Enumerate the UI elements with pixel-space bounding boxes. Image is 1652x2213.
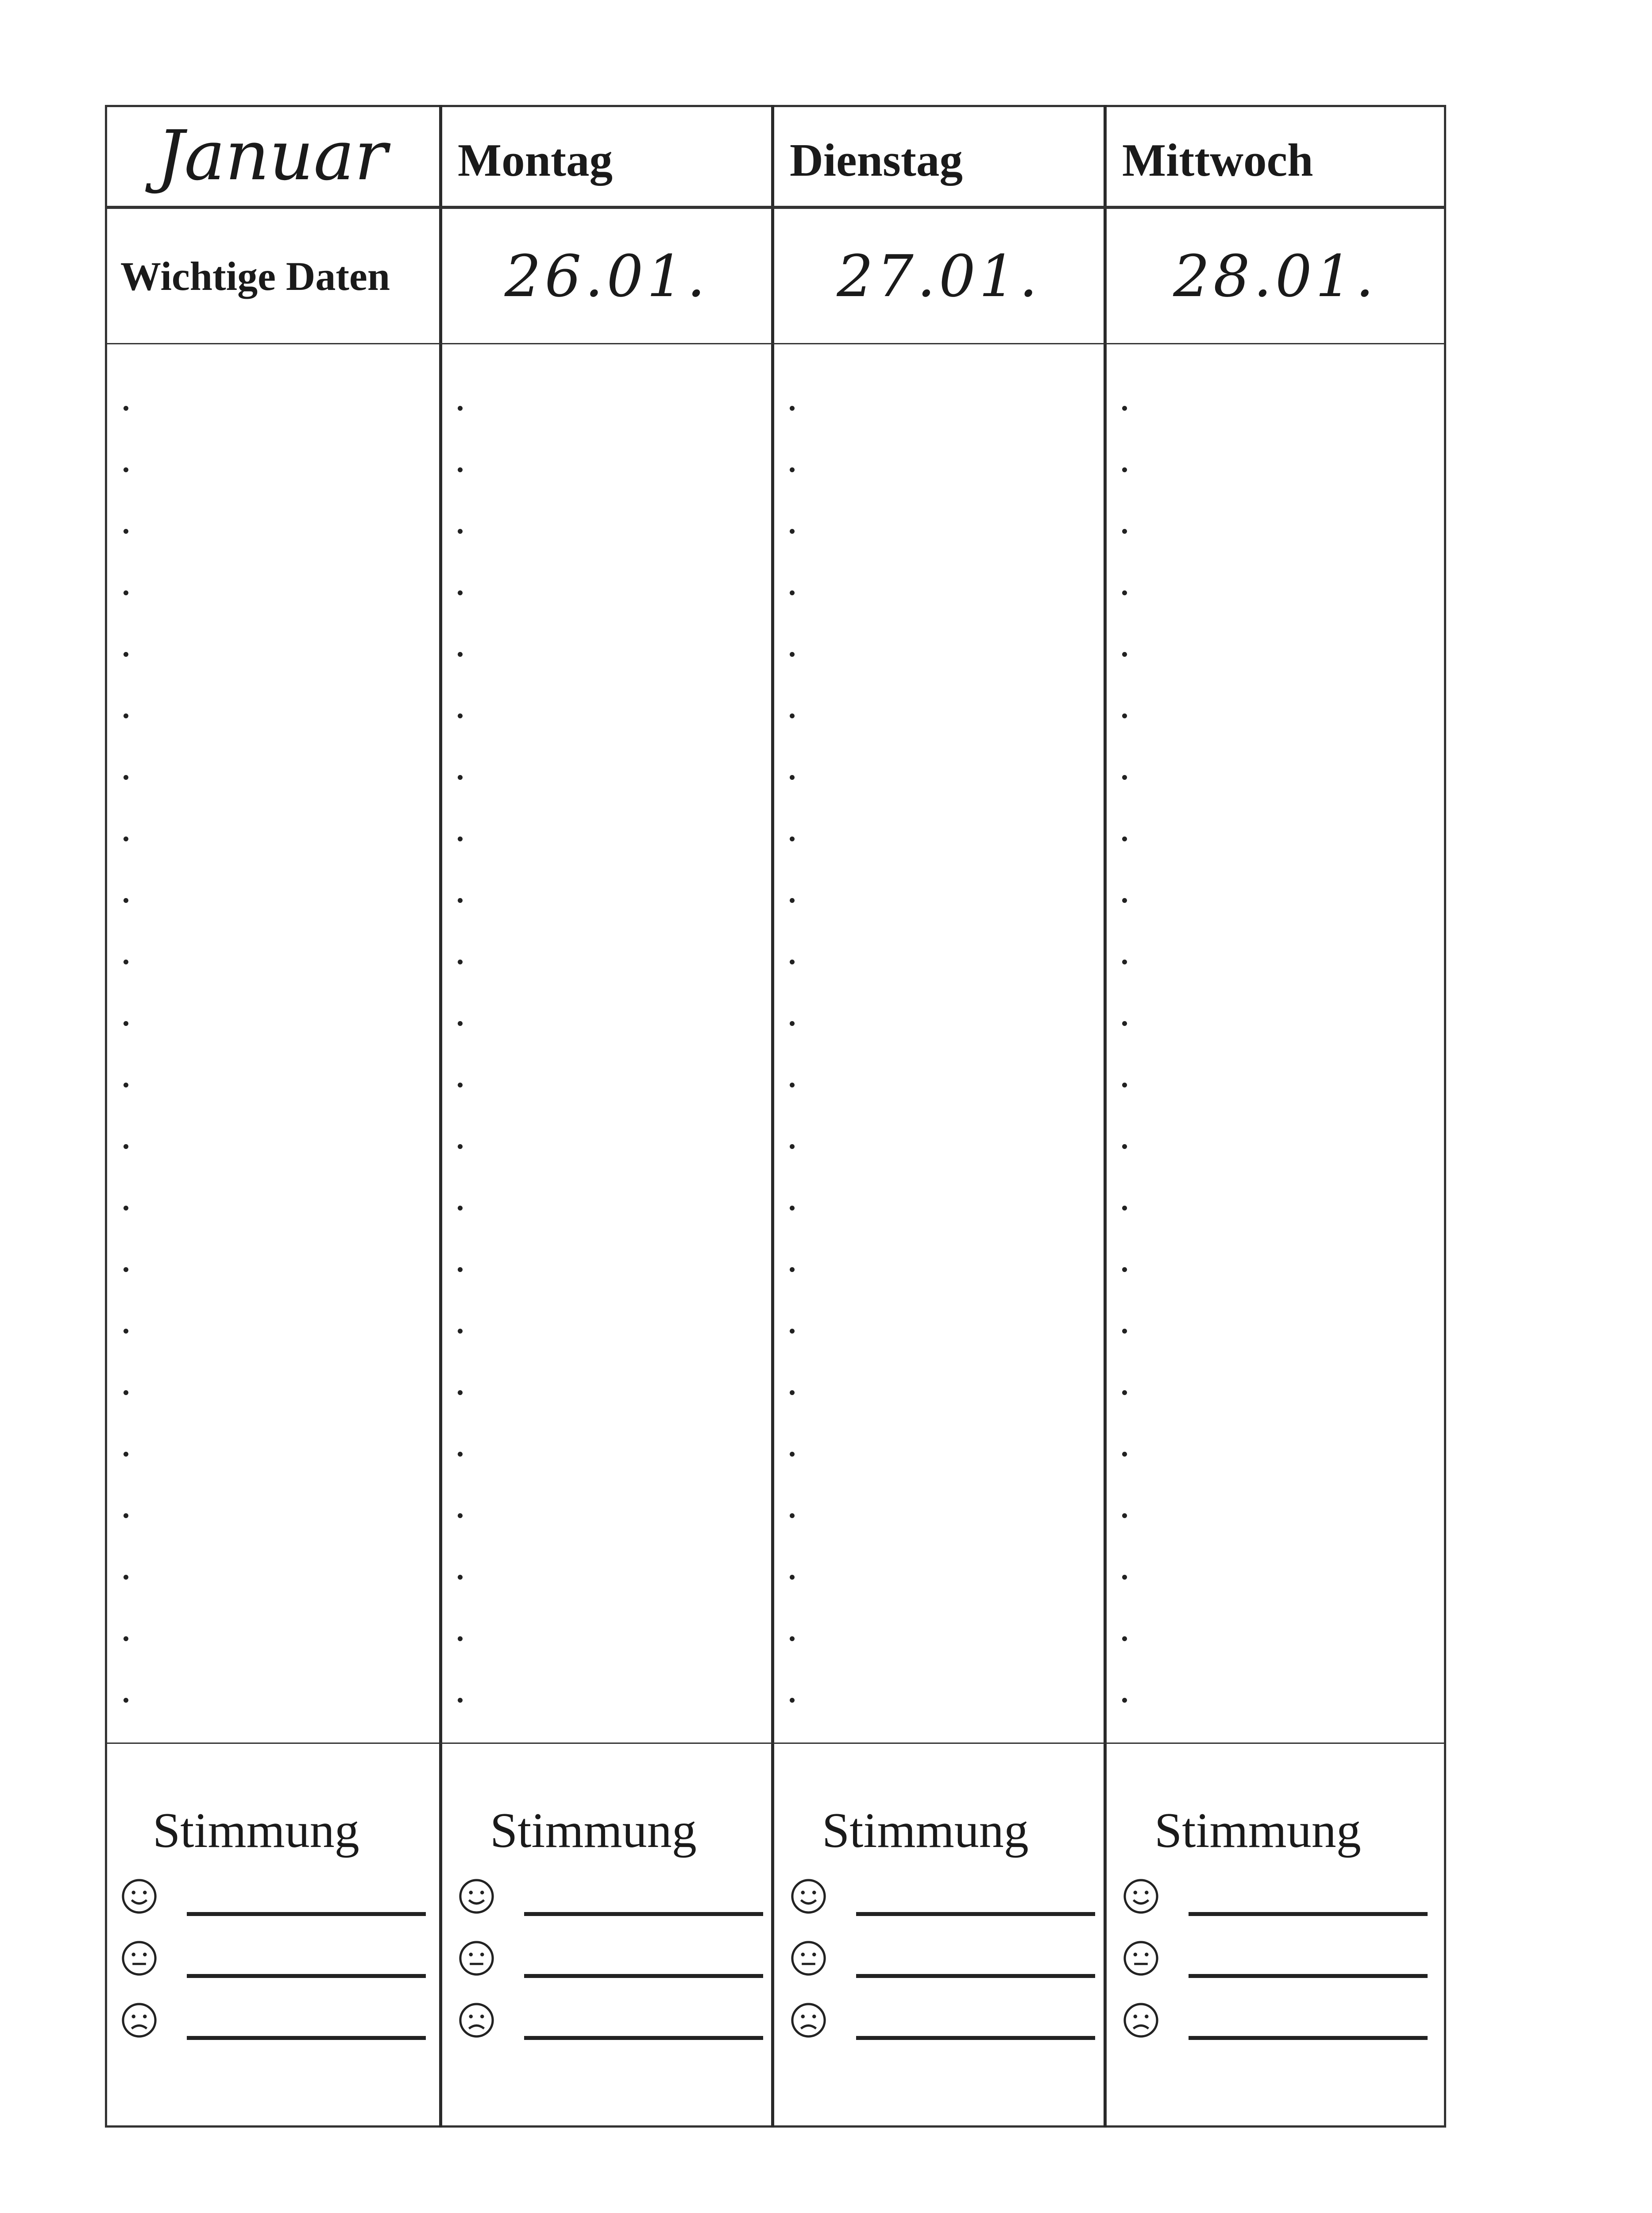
column-divider bbox=[1104, 105, 1107, 2128]
note-line-dot bbox=[790, 1513, 795, 1518]
note-line-dot bbox=[458, 1452, 463, 1457]
note-line-dot bbox=[124, 1575, 128, 1580]
note-line-dot bbox=[790, 467, 795, 472]
sad-face-icon bbox=[790, 2001, 827, 2039]
note-line-dot bbox=[458, 1390, 463, 1395]
note-line-dot bbox=[1122, 1144, 1127, 1149]
mood-answer-line[interactable] bbox=[856, 2036, 1095, 2040]
important-dates-label: Wichtige Daten bbox=[120, 253, 390, 299]
note-line-dot bbox=[790, 960, 795, 964]
note-line-dot bbox=[458, 652, 463, 657]
mood-answer-line[interactable] bbox=[856, 1974, 1095, 1978]
note-line-dot bbox=[124, 775, 128, 780]
note-line-dot bbox=[1122, 1452, 1127, 1457]
note-line-dot bbox=[790, 590, 795, 595]
note-line-dot bbox=[458, 1575, 463, 1580]
mood-answer-line[interactable] bbox=[524, 1974, 763, 1978]
neutral-face-icon bbox=[1122, 1939, 1160, 1977]
note-line-dot bbox=[124, 406, 128, 411]
sad-face-icon bbox=[1122, 2001, 1160, 2039]
note-line-dot bbox=[458, 467, 463, 472]
note-line-dot bbox=[124, 652, 128, 657]
note-line-dot bbox=[458, 1636, 463, 1641]
mood-title: Stimmung bbox=[490, 1803, 697, 1858]
note-line-dot bbox=[1122, 1575, 1127, 1580]
note-line-dot bbox=[124, 1021, 128, 1026]
note-line-dot bbox=[790, 1083, 795, 1087]
day-name-tuesday: Dienstag bbox=[790, 134, 963, 186]
note-line-dot bbox=[458, 1083, 463, 1087]
note-line-dot bbox=[790, 1267, 795, 1272]
mood-divider bbox=[105, 1743, 1446, 1744]
note-line-dot bbox=[458, 1513, 463, 1518]
note-line-dot bbox=[790, 406, 795, 411]
note-line-dot bbox=[790, 1452, 795, 1457]
note-line-dot bbox=[458, 898, 463, 903]
note-line-dot bbox=[1122, 1206, 1127, 1211]
note-line-dot bbox=[124, 1452, 128, 1457]
note-line-dot bbox=[124, 529, 128, 534]
note-line-dot bbox=[1122, 898, 1127, 903]
note-line-dot bbox=[458, 529, 463, 534]
note-line-dot bbox=[124, 837, 128, 841]
note-line-dot bbox=[790, 775, 795, 780]
note-line-dot bbox=[1122, 1513, 1127, 1518]
note-line-dot bbox=[1122, 713, 1127, 718]
note-line-dot bbox=[790, 1329, 795, 1334]
neutral-face-icon bbox=[790, 1939, 827, 1977]
note-line-dot bbox=[458, 960, 463, 964]
date-wednesday: 28.01. bbox=[1173, 242, 1378, 310]
mood-title: Stimmung bbox=[822, 1803, 1029, 1858]
note-line-dot bbox=[1122, 837, 1127, 841]
note-line-dot bbox=[458, 1267, 463, 1272]
day-name-monday: Montag bbox=[458, 134, 613, 186]
header-divider bbox=[105, 206, 1446, 209]
mood-answer-line[interactable] bbox=[1189, 1974, 1428, 1978]
note-line-dot bbox=[124, 1144, 128, 1149]
note-line-dot bbox=[1122, 467, 1127, 472]
note-line-dot bbox=[124, 1390, 128, 1395]
column-divider bbox=[771, 105, 774, 2128]
month-title: Januar bbox=[157, 115, 387, 196]
note-line-dot bbox=[1122, 1083, 1127, 1087]
note-line-dot bbox=[1122, 590, 1127, 595]
note-line-dot bbox=[790, 529, 795, 534]
note-line-dot bbox=[458, 1329, 463, 1334]
mood-answer-line[interactable] bbox=[187, 1974, 426, 1978]
note-line-dot bbox=[458, 406, 463, 411]
note-line-dot bbox=[124, 713, 128, 718]
mood-answer-line[interactable] bbox=[856, 1912, 1095, 1916]
note-line-dot bbox=[124, 1206, 128, 1211]
mood-title: Stimmung bbox=[153, 1803, 359, 1858]
note-line-dot bbox=[1122, 1267, 1127, 1272]
note-line-dot bbox=[790, 898, 795, 903]
note-line-dot bbox=[790, 1575, 795, 1580]
happy-face-icon bbox=[458, 1878, 495, 1915]
note-line-dot bbox=[790, 1144, 795, 1149]
note-line-dot bbox=[458, 1021, 463, 1026]
happy-face-icon bbox=[790, 1878, 827, 1915]
mood-answer-line[interactable] bbox=[1189, 1912, 1428, 1916]
note-line-dot bbox=[1122, 1698, 1127, 1703]
note-line-dot bbox=[124, 1636, 128, 1641]
note-line-dot bbox=[790, 713, 795, 718]
note-line-dot bbox=[790, 1698, 795, 1703]
neutral-face-icon bbox=[120, 1939, 158, 1977]
mood-answer-line[interactable] bbox=[524, 2036, 763, 2040]
note-line-dot bbox=[1122, 1390, 1127, 1395]
note-line-dot bbox=[790, 1206, 795, 1211]
note-line-dot bbox=[124, 1267, 128, 1272]
note-line-dot bbox=[1122, 1329, 1127, 1334]
day-name-wednesday: Mittwoch bbox=[1122, 134, 1313, 186]
column-divider bbox=[439, 105, 442, 2128]
note-line-dot bbox=[124, 960, 128, 964]
note-line-dot bbox=[1122, 960, 1127, 964]
note-line-dot bbox=[458, 590, 463, 595]
note-line-dot bbox=[790, 1390, 795, 1395]
note-line-dot bbox=[124, 467, 128, 472]
note-line-dot bbox=[458, 775, 463, 780]
sad-face-icon bbox=[458, 2001, 495, 2039]
note-line-dot bbox=[124, 590, 128, 595]
note-line-dot bbox=[1122, 1636, 1127, 1641]
mood-answer-line[interactable] bbox=[524, 1912, 763, 1916]
note-line-dot bbox=[790, 652, 795, 657]
sad-face-icon bbox=[120, 2001, 158, 2039]
note-line-dot bbox=[124, 1083, 128, 1087]
note-line-dot bbox=[458, 1206, 463, 1211]
note-line-dot bbox=[124, 1698, 128, 1703]
note-line-dot bbox=[1122, 652, 1127, 657]
weekly-planner bbox=[105, 105, 1446, 2128]
date-monday: 26.01. bbox=[504, 242, 709, 310]
note-line-dot bbox=[124, 1513, 128, 1518]
note-line-dot bbox=[790, 837, 795, 841]
note-line-dot bbox=[124, 1329, 128, 1334]
subheader-divider bbox=[105, 343, 1446, 344]
mood-answer-line[interactable] bbox=[187, 2036, 426, 2040]
happy-face-icon bbox=[120, 1878, 158, 1915]
note-line-dot bbox=[1122, 1021, 1127, 1026]
neutral-face-icon bbox=[458, 1939, 495, 1977]
note-line-dot bbox=[790, 1636, 795, 1641]
note-line-dot bbox=[1122, 775, 1127, 780]
mood-answer-line[interactable] bbox=[1189, 2036, 1428, 2040]
note-line-dot bbox=[458, 1698, 463, 1703]
note-line-dot bbox=[458, 713, 463, 718]
mood-answer-line[interactable] bbox=[187, 1912, 426, 1916]
note-line-dot bbox=[458, 837, 463, 841]
note-line-dot bbox=[790, 1021, 795, 1026]
note-line-dot bbox=[1122, 529, 1127, 534]
happy-face-icon bbox=[1122, 1878, 1160, 1915]
note-line-dot bbox=[124, 898, 128, 903]
date-tuesday: 27.01. bbox=[837, 242, 1041, 310]
mood-title: Stimmung bbox=[1154, 1803, 1361, 1858]
note-line-dot bbox=[458, 1144, 463, 1149]
note-line-dot bbox=[1122, 406, 1127, 411]
